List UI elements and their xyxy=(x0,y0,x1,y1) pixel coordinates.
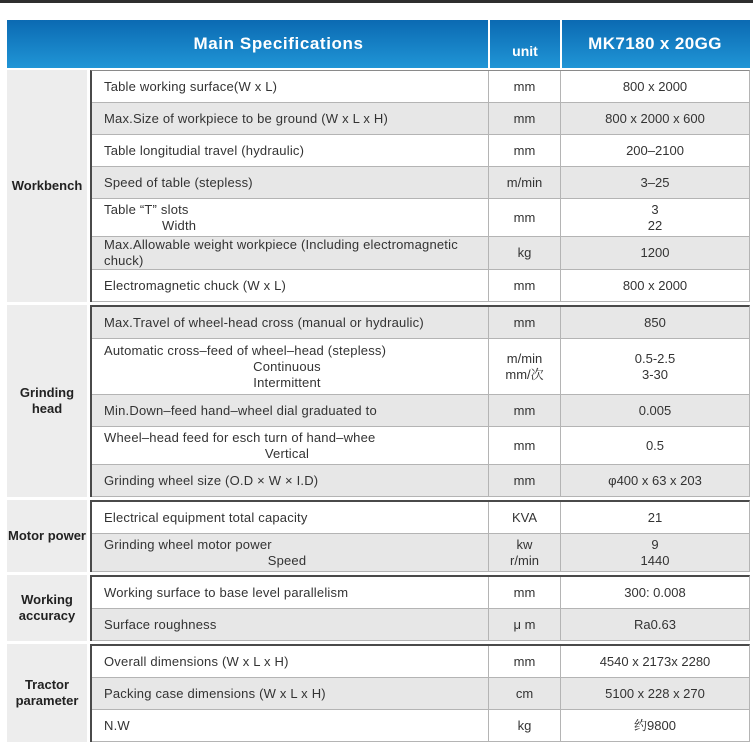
spec-desc-cell xyxy=(92,135,489,166)
spec-desc-line: N.W xyxy=(104,717,130,733)
spec-row xyxy=(92,135,749,167)
unit-line: m/min xyxy=(506,174,543,190)
value-cell xyxy=(561,502,749,533)
spec-desc-cell xyxy=(92,167,489,198)
table-header xyxy=(7,20,750,68)
unit-line: KVA xyxy=(511,509,538,525)
value-line: Ra0.63 xyxy=(634,616,676,632)
spec-row xyxy=(92,502,749,534)
spec-desc-line: Table “T” slots xyxy=(104,201,189,217)
spec-desc-line: Width xyxy=(162,217,197,233)
value-line: φ400 x 63 x 203 xyxy=(608,472,702,488)
spec-desc-line: Intermittent xyxy=(253,374,321,390)
unit-cell xyxy=(489,167,561,198)
spec-row xyxy=(92,678,749,710)
value-line: 0.5 xyxy=(645,437,665,453)
spec-desc-line: Table working surface(W x L) xyxy=(104,78,278,94)
unit-cell xyxy=(489,237,561,269)
unit-cell xyxy=(489,577,561,608)
unit-cell xyxy=(489,270,561,301)
spec-desc-cell xyxy=(92,534,489,571)
unit-line: mm xyxy=(513,78,536,94)
value-cell xyxy=(561,307,749,338)
value-line: 21 xyxy=(647,509,663,525)
unit-cell xyxy=(489,103,561,134)
unit-line: mm xyxy=(513,142,536,158)
spec-desc-line: Continuous xyxy=(253,358,321,374)
spec-desc-cell xyxy=(92,395,489,426)
spec-row xyxy=(92,577,749,609)
spec-desc-cell xyxy=(92,646,489,677)
spec-row xyxy=(92,167,749,199)
header-model-label: MK7180 x 20GG xyxy=(588,34,722,53)
spec-desc-line: Working surface to base level parallelism xyxy=(104,584,349,600)
unit-line: cm xyxy=(515,685,534,701)
spec-group xyxy=(7,70,750,302)
unit-cell xyxy=(489,395,561,426)
unit-line: mm xyxy=(513,402,536,418)
value-line: 5100 x 228 x 270 xyxy=(605,685,705,701)
value-cell xyxy=(561,199,749,236)
spec-desc-line: Overall dimensions (W x L x H) xyxy=(104,653,289,669)
value-cell xyxy=(561,465,749,496)
category-cell xyxy=(7,644,87,742)
spec-desc-line: Wheel–head feed for esch turn of hand–whee xyxy=(104,429,376,445)
value-cell xyxy=(561,395,749,426)
value-cell xyxy=(561,427,749,464)
spec-desc-cell xyxy=(92,678,489,709)
spec-desc-cell xyxy=(92,307,489,338)
value-cell xyxy=(561,646,749,677)
spec-desc-cell xyxy=(92,502,489,533)
spec-desc-cell xyxy=(92,103,489,134)
spec-desc-line: Max.Travel of wheel-head cross (manual or hydraulic) xyxy=(104,314,424,330)
top-rule xyxy=(0,0,753,3)
value-line: 1440 xyxy=(640,552,670,568)
spec-desc-cell xyxy=(92,577,489,608)
value-line: 22 xyxy=(647,217,663,233)
unit-cell xyxy=(489,502,561,533)
spec-desc-cell xyxy=(92,339,489,394)
spec-desc-line: Electromagnetic chuck (W x L) xyxy=(104,277,287,293)
header-title: Main Specifications xyxy=(7,20,490,68)
spec-row xyxy=(92,395,749,427)
category-cell xyxy=(7,305,87,497)
value-cell xyxy=(561,71,749,102)
value-cell xyxy=(561,534,749,571)
unit-line: m/min xyxy=(506,350,543,366)
unit-line: mm xyxy=(513,437,536,453)
value-line: 3-30 xyxy=(641,366,669,382)
spec-group xyxy=(7,575,750,641)
unit-line: mm xyxy=(513,584,536,600)
unit-line: kg xyxy=(517,245,532,260)
spec-desc-cell xyxy=(92,71,489,102)
table-body xyxy=(7,70,750,742)
value-line: 4540 x 2173x 2280 xyxy=(599,653,711,669)
spec-desc-line: Grinding wheel size (O.D × W × I.D) xyxy=(104,472,319,488)
spec-row xyxy=(92,237,749,270)
unit-cell xyxy=(489,609,561,640)
value-cell xyxy=(561,339,749,394)
unit-cell xyxy=(489,339,561,394)
spec-desc-line: Vertical xyxy=(264,445,310,461)
category-label: Working accuracy xyxy=(18,592,76,623)
spec-desc-cell xyxy=(92,609,489,640)
value-cell xyxy=(561,135,749,166)
spec-group xyxy=(7,500,750,572)
unit-line: mm xyxy=(513,110,536,126)
unit-line: mm xyxy=(513,653,536,669)
group-rows xyxy=(90,644,750,742)
spec-desc-cell xyxy=(92,465,489,496)
spec-row xyxy=(92,270,749,302)
category-label: Tractor parameter xyxy=(15,677,79,708)
value-line: 3 xyxy=(651,201,659,217)
spec-row xyxy=(92,103,749,135)
unit-cell xyxy=(489,646,561,677)
value-line: 9 xyxy=(651,536,659,552)
category-label: Workbench xyxy=(11,178,83,193)
spec-row xyxy=(92,71,749,103)
value-cell xyxy=(561,609,749,640)
value-cell xyxy=(561,237,749,269)
specifications-table xyxy=(7,20,750,742)
value-line: 200–2100 xyxy=(626,142,684,158)
spec-desc-line: Packing case dimensions (W x L x H) xyxy=(104,685,326,701)
spec-row xyxy=(92,427,749,465)
value-cell xyxy=(561,270,749,301)
unit-cell xyxy=(489,534,561,571)
unit-line: mm xyxy=(513,209,536,225)
value-line: 0.005 xyxy=(638,402,672,418)
spec-desc-line: Max.Size of workpiece to be ground (W x L x H) xyxy=(104,110,388,126)
header-unit-label: unit xyxy=(490,20,562,68)
value-cell xyxy=(561,710,749,741)
value-line: 800 x 2000 xyxy=(622,78,688,94)
value-cell xyxy=(561,103,749,134)
value-line: 1200 xyxy=(640,245,670,260)
value-line: 850 xyxy=(644,314,666,330)
unit-cell xyxy=(489,135,561,166)
unit-cell xyxy=(489,199,561,236)
unit-cell xyxy=(489,465,561,496)
unit-line: kw xyxy=(516,536,533,552)
spec-desc-cell xyxy=(92,237,489,269)
unit-cell xyxy=(489,678,561,709)
spec-row xyxy=(92,609,749,641)
unit-line: mm/次 xyxy=(505,366,544,382)
spec-row xyxy=(92,534,749,572)
spec-group xyxy=(7,644,750,742)
unit-cell xyxy=(489,71,561,102)
group-rows xyxy=(90,70,750,302)
spec-desc-line: Table longitudial travel (hydraulic) xyxy=(104,142,305,158)
spec-group xyxy=(7,305,750,497)
group-rows xyxy=(90,500,750,572)
spec-desc-line: Max.Allowable weight workpiece (Including electromagnetic chuck) xyxy=(104,237,458,268)
value-cell xyxy=(561,678,749,709)
unit-cell xyxy=(489,710,561,741)
value-line: 800 x 2000 x 600 xyxy=(605,110,705,126)
value-cell xyxy=(561,167,749,198)
unit-line: mm xyxy=(513,314,536,330)
unit-line: mm xyxy=(513,277,536,293)
spec-row xyxy=(92,710,749,742)
group-rows xyxy=(90,575,750,641)
spec-desc-line: Min.Down–feed hand–wheel dial graduated to xyxy=(104,402,377,418)
unit-cell xyxy=(489,427,561,464)
spec-row xyxy=(92,646,749,678)
spec-desc-line: Speed of table (stepless) xyxy=(104,174,253,190)
value-line: 800 x 2000 xyxy=(622,277,688,293)
category-cell xyxy=(7,500,87,572)
unit-line: mm xyxy=(513,472,536,488)
category-label: Grinding head xyxy=(19,385,75,416)
spec-row xyxy=(92,465,749,497)
spec-desc-line: Electrical equipment total capacity xyxy=(104,509,308,525)
spec-desc-line: Surface roughness xyxy=(104,616,217,632)
spec-desc-cell xyxy=(92,270,489,301)
spec-desc-line: Speed xyxy=(267,552,307,568)
value-line: 300: 0.008 xyxy=(624,584,686,600)
unit-line: μ m xyxy=(513,616,536,632)
spec-desc-cell xyxy=(92,427,489,464)
group-rows xyxy=(90,305,750,497)
value-line: 0.5-2.5 xyxy=(634,350,676,366)
spec-desc-line: Automatic cross–feed of wheel–head (stepless) xyxy=(104,342,387,358)
spec-row xyxy=(92,339,749,395)
value-line: 3–25 xyxy=(640,174,670,190)
spec-desc-cell xyxy=(92,199,489,236)
spec-row xyxy=(92,199,749,237)
spec-row xyxy=(92,307,749,339)
category-cell xyxy=(7,70,87,302)
value-cell xyxy=(561,577,749,608)
unit-cell xyxy=(489,307,561,338)
spec-desc-line: Grinding wheel motor power xyxy=(104,536,272,552)
unit-line: r/min xyxy=(510,552,539,568)
value-line: 约9800 xyxy=(634,717,676,733)
category-cell xyxy=(7,575,87,641)
spec-desc-cell xyxy=(92,710,489,741)
category-label: Motor power xyxy=(8,528,86,543)
unit-line: kg xyxy=(517,717,532,733)
